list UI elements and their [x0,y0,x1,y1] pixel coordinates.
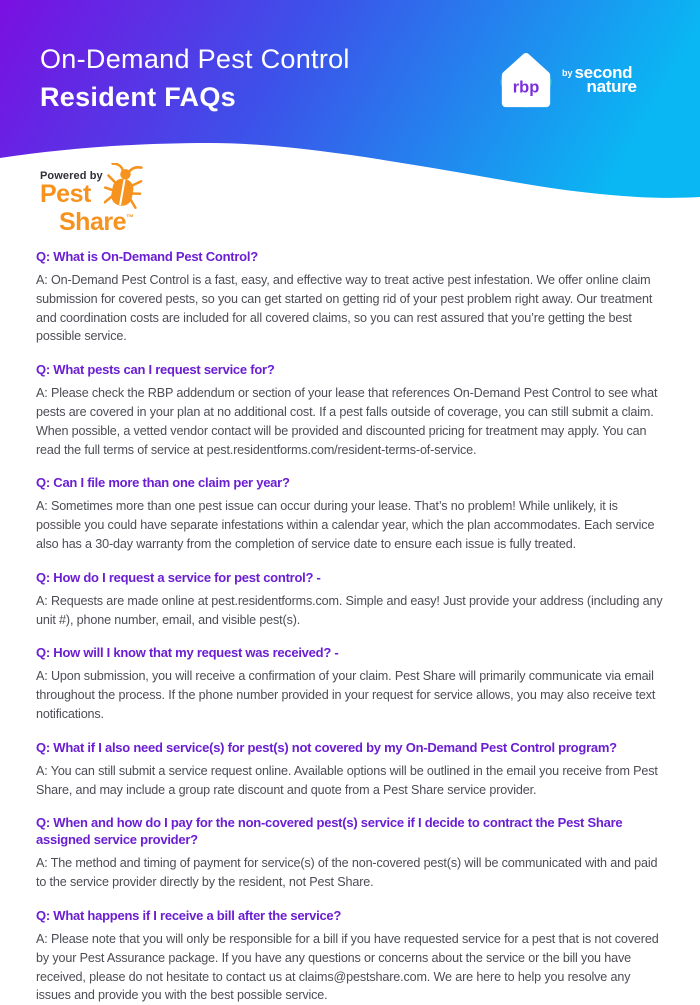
faq-item [36,814,664,892]
header-banner [0,0,700,236]
faq-answer: A: Requests are made online at pest.residentforms.com. Simple and easy! Just provide your address (including any unit #), phone number, email, and visible pest(s). [36,593,663,627]
second-nature-wordmark [562,63,637,96]
share-label: Share™ [59,208,134,236]
powered-by-label: Powered by [40,170,103,182]
faq-item [36,248,664,346]
faq-item [36,907,664,1005]
faq-question: Q: What is On-Demand Pest Control? [36,249,258,264]
faq-question: Q: How do I request a service for pest control? - [36,569,321,585]
rbp-wordmark: rbp [512,78,540,97]
faq-item [36,474,664,553]
page-title: On-Demand Pest Control [40,44,350,74]
faq-question: Q: What happens if I receive a bill after the service? [36,907,342,923]
faq-question: Q: When and how do I pay for the non-covered pest(s) service if I decide to contract the Pest Share assigned service provider? [36,815,623,848]
faq-question: Q: How will I know that my request was received? - [36,645,339,661]
rbp-house-icon [497,50,555,114]
faq-answer: A: Sometimes more than one pest issue can occur during your lease. That’s no problem! While unlikely, it is possible you could have separate infestations within a calendar year, which the plan accommodates. Each service also has a 30-day warranty from the completion of service date to ensure each issue is fully treated. [36,499,655,551]
page-subtitle: Resident FAQs [40,82,236,112]
faq-answer: A: Please note that you will only be responsible for a bill if you have requested service for a pest that is not covered by your Pest Assurance package. If you have any questions or concerns about the service or the bill you have received, please do not hesitate to contact us at claims@pestshare.com. We are here to help you resolve any issues and provide you with the best possible service. [36,931,659,1003]
faq-answer: A: Upon submission, you will receive a confirmation of your claim. Pest Share will primarily communicate via email throughout the process. If the phone number provided in your request for service allows, you may also receive text notifications. [36,669,656,721]
pest-bug-icon [104,163,146,215]
rbp-second-nature-logo [497,50,637,114]
faq-answer: A: You can still submit a service request online. Available options will be outlined in the email you receive from Pest Share, and may include a group rate discount and quote from a Pest Share service provider. [36,763,658,797]
faq-answer: A: The method and timing of payment for service(s) of the non-covered pest(s) will be communicated with and paid to the service provider directly by the resident, not Pest Share. [36,856,658,890]
faq-item [36,739,664,800]
faq-question: Q: What if I also need service(s) for pest(s) not covered by my On-Demand Pest Control program? [36,739,617,755]
by-label: by [562,68,573,78]
faq-question: Q: Can I file more than one claim per year? [36,475,290,491]
faq-question: Q: What pests can I request service for? [36,362,275,378]
pest-label: Pest [40,180,91,208]
nature-label: nature [586,77,637,96]
faq-answer: A: Please check the RBP addendum or section of your lease that references On-Demand Pest Control to see what pests are covered in your plan at no additional cost. If a pest falls outside of coverage, you can still submit a claim. When possible, a vetted vendor contact will be provided and discounted pricing for treatment may apply. You can read the full terms of service at pest.residentforms.com/resident-terms-of-service. [36,386,658,457]
trademark-symbol: ™ [125,213,134,222]
faq-item [36,569,664,630]
faq-answer: A: On-Demand Pest Control is a fast, easy, and effective way to treat active pest infestation. We offer online claim submission for covered pests, so you can get started on getting rid of your pest problem right away. Our treatment and coordination costs are included for all covered claims, so you can rest assured that you’re getting the best possible service. [36,273,653,344]
faq-list [0,210,700,1005]
faq-item [36,644,664,723]
faq-item [36,361,664,459]
second-label: second [574,63,633,82]
pest-share-logo [40,170,190,242]
